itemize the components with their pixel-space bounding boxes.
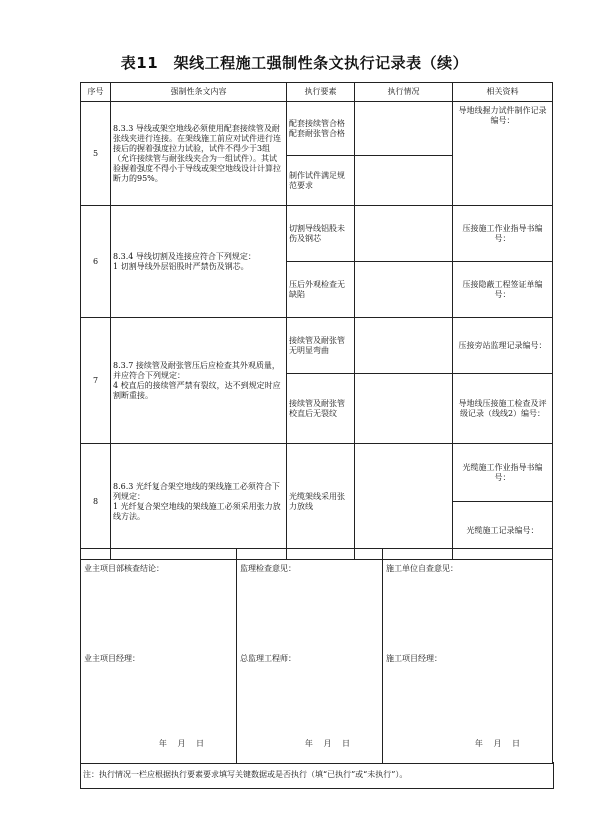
reference-cell: 光缆施工作业指导书编号： [453,444,553,502]
row-number: 5 [81,102,111,206]
signature-table [80,548,553,764]
clause-text: 8.3.3 导线或架空地线必须使用配套接续管及耐张线夹进行连接。在架线施工前应对试件进行连接后的握着强度拉力试验，试件不得少于3组（允许接续管与耐张线夹合为一组试件）。其试验握着强度不得小于导线或架空地线设计计算拉断力的95%。 [111,102,287,206]
clause-text: 8.3.4 导线切割及连接应符合下列规定： 1 切割导线外层铝股时严禁伤及钢芯。 [111,206,287,318]
reference-cell: 压接旁站监理记录编号： [453,318,553,374]
clause-text: 8.6.3 光纤复合架空地线的架线施工必须符合下列规定： 1 光纤复合架空地线的架线施工必须采用张力放线方法。 [111,444,287,560]
reference-cell: 导地线握力试件制作记录编号： [453,102,553,206]
table-header-row [81,83,553,102]
record-table [80,82,553,560]
header-requirement: 执行要素 [287,83,355,102]
reference-cell: 压接施工作业指导书编号： [453,206,553,262]
requirement-cell: 配套接续管合格配套耐张管合格 [287,102,355,156]
owner-manager-label: 业主项目经理： [84,654,140,663]
status-cell[interactable] [355,444,453,560]
requirement-cell: 接续管及耐张管无明显弯曲 [287,318,355,374]
requirement-cell: 切割导线铝股未伤及钢芯 [287,206,355,262]
row-number: 6 [81,206,111,318]
table-row [81,206,553,262]
owner-conclusion-label: 业主项目部核查结论： [84,564,164,573]
table-row [81,318,553,374]
status-cell[interactable] [355,318,453,374]
header-reference: 相关资料 [453,83,553,102]
row-number: 8 [81,444,111,560]
row-number: 7 [81,318,111,444]
requirement-cell: 接续管及耐张管校直后无裂纹 [287,374,355,444]
requirement-cell: 光缆架线采用张力放线 [287,444,355,560]
supervisor-opinion-label: 监理检查意见： [240,564,296,573]
contractor-opinion-label: 施工单位自查意见： [386,564,458,573]
table-row [81,444,553,502]
owner-date: 年 月 日 [158,739,208,748]
status-cell[interactable] [355,262,453,318]
supervisor-signature-cell[interactable] [237,549,383,764]
owner-signature-cell[interactable] [81,549,237,764]
status-cell[interactable] [355,102,453,156]
requirement-cell: 制作试件满足规范要求 [287,156,355,206]
header-status: 执行情况 [355,83,453,102]
contractor-date: 年 月 日 [474,739,524,748]
supervisor-engineer-label: 总监理工程师： [240,654,296,663]
clause-text: 8.3.7 接续管及耐张管压后应检查其外观质量，并应符合下列规定： 4 校直后的接续管严禁有裂纹，达不到规定时应割断重接。 [111,318,287,444]
reference-cell: 光缆施工记录编号： [453,502,553,560]
supervisor-date: 年 月 日 [304,739,354,748]
table-row [81,102,553,156]
status-cell[interactable] [355,156,453,206]
page-title: 表11 架线工程施工强制性条文执行记录表（续） [120,54,469,72]
status-cell[interactable] [355,374,453,444]
contractor-manager-label: 施工项目经理： [386,654,442,663]
header-seq: 序号 [81,83,111,102]
status-cell[interactable] [355,206,453,262]
reference-cell: 压接隐蔽工程签证单编号： [453,262,553,318]
requirement-cell: 压后外观检查无缺陷 [287,262,355,318]
footnote: 注：执行情况一栏应根据执行要素要求填写关键数据或是否执行（填“已执行”或“未执行”）。 [80,762,554,789]
header-clause: 强制性条文内容 [111,83,287,102]
contractor-signature-cell[interactable] [383,549,553,764]
reference-cell: 导地线压接施工检查及评级记录（线线2）编号： [453,374,553,444]
